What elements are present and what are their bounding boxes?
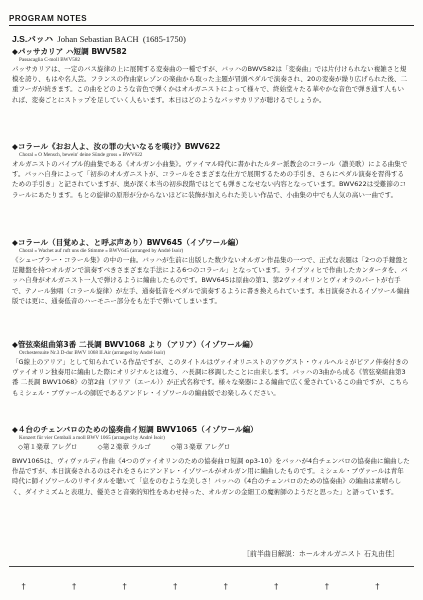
- movement-item: ◇第１楽章 アレグロ: [18, 443, 78, 451]
- composer-heading: [12, 33, 186, 45]
- composer-years: (1685-1750): [142, 34, 186, 44]
- piece-description: 「G線上のアリア」として知られている作品ですが、このタイトルはヴァイオリニストのアウグスト・ウィルヘルミがピアノ伴奏付きのヴァイオリン独奏用に編曲した際にオリジナルとは違う、ハ長調に移調したことに由来します。バッハの3曲から成る《管弦楽組曲第3番 二長調 BWV1068》の第2曲（アリア（エール））が正式名称です。様々な楽器による編曲で広く愛されているこの曲ですが、こちらもミシェル・ブヴァールの師匠であるアンドレ・イゾワールの編曲版でお楽しみください。: [12, 358, 409, 397]
- footer-rule: [9, 566, 414, 567]
- composer-name-en: Johan Sebastian BACH: [57, 34, 139, 44]
- piece-subtitle: Passacaglia C-moll BWV582: [19, 57, 81, 63]
- piece-section-bwv582: [12, 47, 412, 105]
- piece-section-bwv1068: [12, 340, 412, 398]
- piece-description: パッサカリアは、一定のバス旋律の上に展開する変奏曲の一種ですが、バッハのBWV582は「変奏曲」では片付けられない複雑さと規模を誇り、もはや名人芸。フランスの作曲家レゾンの楽曲から取った主題が冒頭ペダルで演奏され、20の変奏が繰り広げられた後、二重フーガが続きます。この曲をどのような音色で弾くかはオルガニストによって様々で、終始堂々たる華やかな音色で弾き通す人もいれば、変奏ごとにストップを足していく人もいます。本日はどのようなパッサカリアが聴けるでしょうか。: [12, 65, 408, 104]
- header-rule: [9, 25, 414, 26]
- movement-item: ◇第３楽章 アレグロ: [170, 443, 231, 451]
- piece-title: ◆パッサカリア ハ短調 BWV582: [12, 47, 127, 56]
- footer-dagger-marks: † † † † † † † †: [21, 582, 402, 591]
- piece-section-bwv622: [12, 142, 412, 200]
- movement-list: [12, 442, 412, 452]
- piece-subtitle: Konzert für vier Cembali a moll BWV 1065 (arranged by André Isoir): [19, 435, 165, 441]
- piece-description: BWV1065は、ヴィヴァルディ作曲《4つのヴァイオリンのための協奏曲ロ短調 op3-10》をバッハが4台チェンバロの協奏曲に編曲した作品ですが、本日演奏されるのはそれをさらにアンドレ・イゾワールがオルガン用に編曲したものです。ミシェル・ブヴァールは青年時代に師イゾワールのリサイタルを聴いて「息をのむような美しさ！バッハの《4台のチェンバロのための協奏曲》の編曲は素晴らしく、ダイナミズムと表現力、優美さと音楽的知性をあわせ持った、オルガンの金細工の魔術師のようだと思った」と語っています。: [12, 457, 410, 496]
- piece-title: ◆４台のチェンバロのための協奏曲イ短調 BWV1065（イゾワール編）: [12, 425, 258, 434]
- piece-title: ◆管弦楽組曲第3番 二長調 BWV1068 より（アリア）（イゾワール編）: [12, 340, 258, 349]
- piece-subtitle: Choral « Wachet auf ruft uns die Stimme » BWV645 (arranged by André Isoir): [19, 248, 184, 254]
- piece-subtitle: Orchestersuite Nr.3 D-dur BWV 1068 II.Air (arranged by André Isoir): [19, 350, 166, 356]
- piece-section-bwv645: [12, 238, 412, 306]
- piece-title: ◆コラール《おお人よ、汝の罪の大いなるを嘆け》BWV622: [12, 142, 221, 151]
- piece-subtitle: Choral « O Mensch, bewein' deine Sünde gross » BWV622: [19, 152, 143, 158]
- composer-name-ja: J.S.バッハ: [12, 34, 54, 44]
- piece-section-bwv1065: [12, 425, 412, 497]
- piece-title: ◆コラール（目覚めよ、と呼ぶ声あり）BWV645（イゾワール編）: [12, 238, 243, 247]
- notes-credit: ［前半曲目解説：ホールオルガニスト 石丸由佳］: [242, 550, 399, 558]
- piece-description: 《シューブラー・コラール集》の中の一曲。バッハが生前に出版した数少ないオルガン作品集の一つで、正式な表題は「2つの手鍵盤と足鍵盤を持つオルガンで演奏すべきさまざまな手法による6つのコラール」となっています。ライプツィヒで作曲したカンタータを、バッハ自身がオルガニスト一人で弾けるように編曲したものです。BWV645は原曲の第1、第2ヴァイオリンとヴィオラのパートが右手で、テノール独唱（コラール旋律）が左手、通奏低音をペダルで演奏するように書き換えられています。本日演奏されるイゾワール編曲版では更に、通奏低音のハーモニー部分をも左手で弾いてしまいます。: [12, 256, 410, 305]
- movement-item: ◇第２楽章 ラルゴ: [97, 443, 151, 451]
- page-header-title: PROGRAM NOTES: [9, 14, 88, 23]
- piece-description: オルガニストのバイブル的曲集である《オルガン小曲集》。ヴァイマル時代に書かれたルター派教会のコラール（讃美歌）による曲集です。バッハ自身によって「初歩のオルガニストが、コラールをさまざまな仕方で展開するための手引き、さらにペダル演奏を習得するための手引き」と記されていますが、奥が深く本当の初歩段階ではとても弾きこなせない内容となっています。BWV622は受難節のコラールにあたります。もとの旋律の原形が分からないほどに装飾が加えられた美しい作品で、小曲集の中でも人気の高い一曲です。: [12, 160, 408, 199]
